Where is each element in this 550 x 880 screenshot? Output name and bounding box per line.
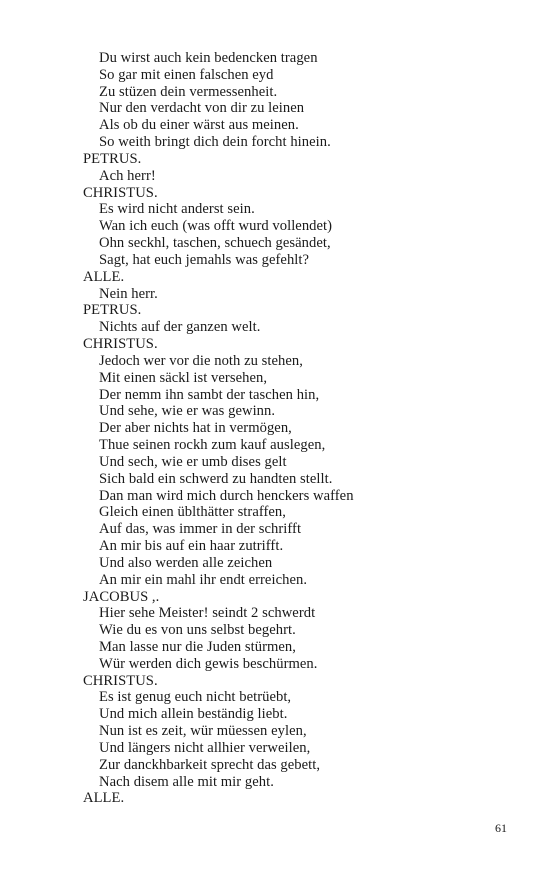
verse-line: Und also werden alle zeichen [99, 554, 273, 571]
speaker-name: JACOBUS ,. [83, 588, 160, 605]
speaker-name: PETRUS. [83, 302, 142, 319]
speaker-name: CHRISTUS. [83, 184, 158, 201]
verse-line: Du wirst auch kein bedencken tragen [99, 50, 318, 66]
verse-line: Mit einen säckl ist versehen, [99, 369, 268, 386]
verse-line: Hier sehe Meister! seindt 2 schwerdt [99, 605, 316, 622]
verse-line: So gar mit einen falschen eyd [99, 66, 274, 83]
verse-line: Es ist genug euch nicht betrüebt, [99, 689, 292, 706]
verse-line: Ach herr! [99, 167, 156, 184]
verse-line: Zur danckhbarkeit sprecht das gebett, [99, 756, 321, 773]
speaker-name: CHRISTUS. [83, 672, 158, 689]
verse-line: An mir bis auf ein haar zutrifft. [99, 538, 284, 555]
verse-line: Und sech, wie er umb dises gelt [99, 453, 287, 470]
verse-line: Gleich einen üblthätter straffen, [99, 504, 286, 521]
verse-line: Auf das, was immer in der schrifft [99, 521, 302, 538]
verse-line: Der aber nichts hat in vermögen, [99, 420, 292, 437]
verse-line: Dan man wird mich durch henckers waffen [99, 487, 354, 504]
verse-line: Man lasse nur die Juden stürmen, [99, 638, 296, 655]
verse-line: Sagt, hat euch jemahls was gefehlt? [99, 251, 310, 268]
verse-line: Der nemm ihn sambt der taschen hin, [99, 386, 320, 403]
verse-line: Nur den verdacht von dir zu leinen [99, 100, 305, 117]
verse-line: Thue seinen rockh zum kauf auslegen, [99, 437, 326, 454]
verse-line: So weith bringt dich dein forcht hinein. [99, 134, 331, 151]
verse-line: Und mich allein beständig liebt. [99, 706, 288, 723]
speaker-name: ALLE. [83, 268, 125, 285]
verse-line: Ohn seckhl, taschen, schuech gesändet, [99, 235, 331, 252]
verse-line: Es wird nicht anderst sein. [99, 201, 255, 218]
verse-line: Nach disem alle mit mir geht. [99, 773, 274, 790]
verse-line: Sich bald ein schwerd zu handten stellt. [99, 470, 333, 487]
verse-line: Wan ich euch (was offt wurd vollendet) [99, 218, 333, 235]
verse-line: Und sehe, wie er was gewinn. [99, 403, 276, 420]
play-text [83, 50, 503, 807]
verse-line: Als ob du einer wärst aus meinen. [99, 117, 299, 134]
verse-line: Zu stüzen dein vermessenheit. [99, 83, 278, 100]
speaker-name: CHRISTUS. [83, 336, 158, 353]
verse-line: Und längers nicht allhier verweilen, [99, 739, 311, 756]
verse-line: An mir ein mahl ihr endt erreichen. [99, 571, 308, 588]
verse-line: Jedoch wer vor die noth zu stehen, [99, 352, 303, 369]
verse-line: Wür werden dich gewis beschürmen. [99, 655, 318, 672]
verse-line: Nun ist es zeit, wür müessen eylen, [99, 723, 307, 740]
verse-line: Nein herr. [99, 285, 158, 302]
page-number: 61 [495, 821, 507, 835]
speaker-name: ALLE. [83, 790, 125, 807]
speaker-name: PETRUS. [83, 150, 142, 167]
verse-line: Nichts auf der ganzen welt. [99, 319, 261, 336]
verse-line: Wie du es von uns selbst begehrt. [99, 622, 296, 639]
